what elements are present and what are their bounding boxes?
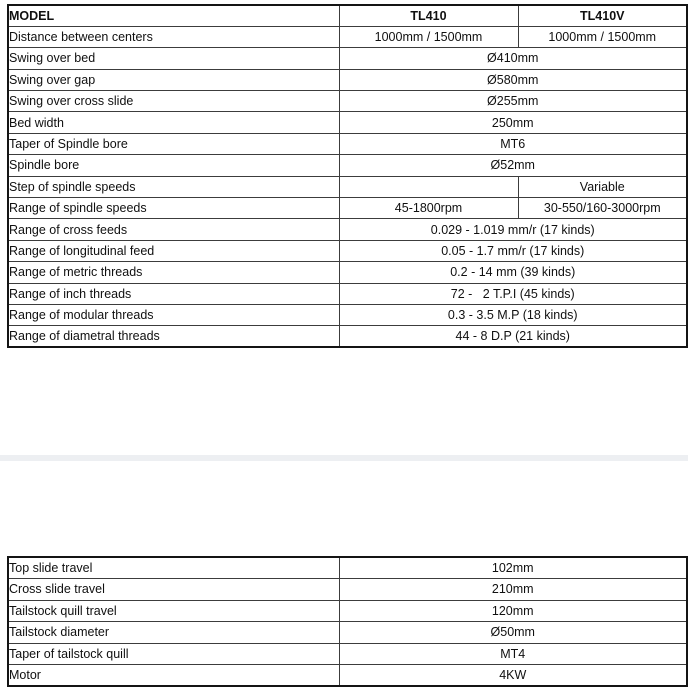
row-value-cell: Variable <box>518 176 687 197</box>
row-label-cell: Range of spindle speeds <box>8 198 339 219</box>
row-label-cell: Taper of tailstock quill <box>8 643 339 665</box>
table-row <box>8 600 687 622</box>
row-label-cell: Tailstock quill travel <box>8 600 339 622</box>
spec-table-tailstock <box>7 556 688 687</box>
table-row <box>8 643 687 665</box>
table-row <box>8 133 687 154</box>
table-row <box>8 69 687 90</box>
row-value-cell: Ø50mm <box>339 622 687 644</box>
row-value-cell: Ø52mm <box>339 155 687 176</box>
table-row <box>8 155 687 176</box>
table-row <box>8 283 687 304</box>
row-label-cell: Bed width <box>8 112 339 133</box>
row-label-cell: Range of longitudinal feed <box>8 240 339 261</box>
row-value-cell: 1000mm / 1500mm <box>339 26 518 47</box>
row-value-cell: 210mm <box>339 579 687 601</box>
table-row <box>8 326 687 347</box>
table-row <box>8 219 687 240</box>
row-label-cell: Range of metric threads <box>8 262 339 283</box>
row-label-cell: Step of spindle speeds <box>8 176 339 197</box>
table-row <box>8 112 687 133</box>
row-label-cell: Range of cross feeds <box>8 219 339 240</box>
row-value-cell: 102mm <box>339 557 687 579</box>
row-value-cell: 0.029 - 1.019 mm/r (17 kinds) <box>339 219 687 240</box>
row-value-cell: 250mm <box>339 112 687 133</box>
row-label-cell: Swing over gap <box>8 69 339 90</box>
row-value-cell <box>339 176 518 197</box>
row-value-cell: 30-550/160-3000rpm <box>518 198 687 219</box>
table-row <box>8 48 687 69</box>
table-row <box>8 5 687 26</box>
row-label-cell: Swing over cross slide <box>8 91 339 112</box>
row-value-cell: Ø580mm <box>339 69 687 90</box>
row-label-cell: Range of inch threads <box>8 283 339 304</box>
table-row <box>8 176 687 197</box>
spec-table-main <box>7 4 688 348</box>
table-row <box>8 262 687 283</box>
row-value-cell: TL410 <box>339 5 518 26</box>
row-label-cell: MODEL <box>8 5 339 26</box>
row-label-cell: Distance between centers <box>8 26 339 47</box>
row-value-cell: MT4 <box>339 643 687 665</box>
table-row <box>8 557 687 579</box>
row-label-cell: Range of modular threads <box>8 304 339 325</box>
row-label-cell: Top slide travel <box>8 557 339 579</box>
row-value-cell: 44 - 8 D.P (21 kinds) <box>339 326 687 347</box>
row-value-cell: 120mm <box>339 600 687 622</box>
row-value-cell: 0.05 - 1.7 mm/r (17 kinds) <box>339 240 687 261</box>
table-row <box>8 665 687 687</box>
row-value-cell: MT6 <box>339 133 687 154</box>
row-value-cell: 4KW <box>339 665 687 687</box>
table-row <box>8 622 687 644</box>
row-label-cell: Cross slide travel <box>8 579 339 601</box>
table-row <box>8 91 687 112</box>
row-value-cell: 0.3 - 3.5 M.P (18 kinds) <box>339 304 687 325</box>
row-value-cell: Ø410mm <box>339 48 687 69</box>
table-row <box>8 304 687 325</box>
table-row <box>8 198 687 219</box>
row-value-cell: Ø255mm <box>339 91 687 112</box>
row-value-cell: 72 - 2 T.P.I (45 kinds) <box>339 283 687 304</box>
row-value-cell: 0.2 - 14 mm (39 kinds) <box>339 262 687 283</box>
row-label-cell: Taper of Spindle bore <box>8 133 339 154</box>
row-label-cell: Motor <box>8 665 339 687</box>
row-label-cell: Tailstock diameter <box>8 622 339 644</box>
row-label-cell: Spindle bore <box>8 155 339 176</box>
table-row <box>8 240 687 261</box>
row-value-cell: TL410V <box>518 5 687 26</box>
section-divider <box>0 455 688 461</box>
row-value-cell: 45-1800rpm <box>339 198 518 219</box>
table-row <box>8 579 687 601</box>
row-label-cell: Swing over bed <box>8 48 339 69</box>
row-value-cell: 1000mm / 1500mm <box>518 26 687 47</box>
row-label-cell: Range of diametral threads <box>8 326 339 347</box>
table-row <box>8 26 687 47</box>
